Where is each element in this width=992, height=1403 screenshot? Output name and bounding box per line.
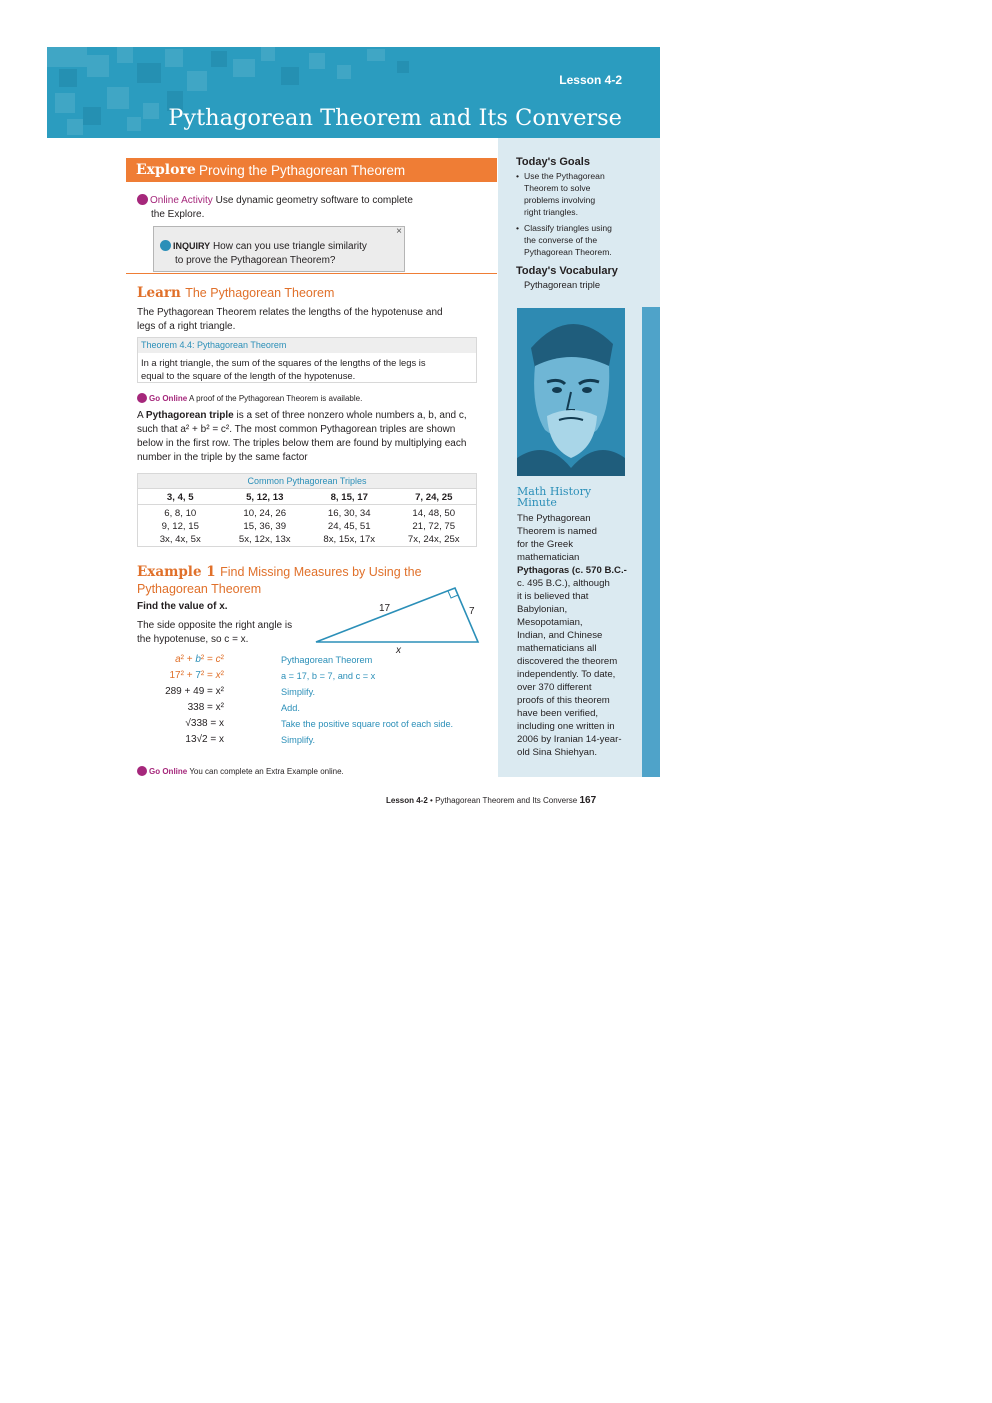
- example-prompt: Find the value of x.: [137, 601, 228, 612]
- math-history-title: Math History Minute: [517, 485, 592, 509]
- page-number: 167: [579, 795, 597, 806]
- online-activity: Online Activity Use dynamic geometry software to complete the Explore.: [137, 194, 482, 222]
- theorem-title: Theorem 4.4: Pythagorean Theorem: [141, 340, 287, 350]
- go-online-icon[interactable]: [137, 766, 147, 776]
- step-equation: 13√2 = x: [185, 734, 224, 745]
- table-header-row: 3, 4, 5 5, 12, 13 8, 15, 17 7, 24, 25: [166, 492, 453, 503]
- table-row: 3x, 4x, 5x 5x, 12x, 13x 8x, 15x, 17x 7x, 24x, 25x: [159, 534, 460, 545]
- hypotenuse-label: 17: [379, 603, 391, 614]
- explore-label: Explore: [136, 162, 196, 178]
- table-title: Common Pythagorean Triples: [247, 476, 367, 486]
- vocabulary-heading: Today's Vocabulary: [516, 265, 618, 277]
- theorem-box: [137, 337, 477, 383]
- step-reason: Simplify.: [281, 735, 316, 745]
- online-activity-icon[interactable]: [137, 194, 148, 205]
- goal-item: • Classify triangles using the converse of the Pythagorean Theorem.: [516, 223, 612, 257]
- lesson-title: Pythagorean Theorem and Its Converse: [168, 105, 622, 131]
- inquiry-box: × INQUIRY How can you use triangle similarity to prove the Pythagorean Theorem?: [153, 226, 405, 272]
- online-activity-link[interactable]: Online Activity: [150, 195, 213, 206]
- learn-intro: The Pythagorean Theorem relates the lengths of the hypotenuse and legs of a right triangle.: [137, 307, 443, 332]
- learn-heading: Learn The Pythagorean Theorem: [137, 285, 335, 301]
- step-equation: a² + b² = c²: [175, 654, 224, 665]
- go-online-proof: Go Online A proof of the Pythagorean Theorem is available.: [137, 393, 362, 403]
- leg-label: 7: [469, 606, 475, 617]
- go-online-example: Go Online You can complete an Extra Example online.: [137, 766, 344, 776]
- step-equation: √338 = x: [185, 718, 224, 729]
- vocab-pythagorean-triple: Pythagorean triple: [145, 410, 234, 421]
- go-online-link[interactable]: Go Online: [149, 767, 188, 776]
- page-footer: Lesson 4-2 • Pythagorean Theorem and Its Converse 167: [386, 795, 597, 806]
- table-row: 6, 8, 10 10, 24, 26 16, 30, 34 14, 48, 50: [164, 508, 456, 519]
- sidebar-stripe: [642, 307, 660, 777]
- step-reason: Simplify.: [281, 687, 316, 697]
- step-reason: Add.: [281, 703, 300, 713]
- example-explanation: The side opposite the right angle is the hypotenuse, so c = x.: [137, 620, 293, 645]
- close-icon[interactable]: ×: [396, 226, 402, 237]
- pythagoras-portrait: [517, 308, 625, 476]
- section-divider: [126, 273, 497, 274]
- step-reason: Take the positive square root of each side.: [281, 719, 454, 729]
- bullet-icon: •: [516, 223, 520, 233]
- step-equation: 289 + 49 = x²: [165, 686, 224, 697]
- vocabulary-term[interactable]: Pythagorean triple: [524, 279, 601, 290]
- step-reason: Pythagorean Theorem: [281, 655, 373, 665]
- go-online-link[interactable]: Go Online: [149, 394, 188, 403]
- base-label: x: [396, 645, 401, 655]
- theorem-text: In a right triangle, the sum of the squares of the lengths of the legs is equal to the square of the length of the hypotenuse.: [141, 357, 426, 381]
- goals-heading: Today's Goals: [516, 156, 590, 168]
- math-history-text: The Pythagorean Theorem is named for the Greek mathematician Pythagoras (c. 570 B.C.- c. 495 B.C.), although it is believed that Babylonian, Mesopotamian, Indian, and Chinese mathematicians all discovered the theorem independently. To date, over 370 different proofs of this theorem have been verified, including one written in 2006 by Iranian 14-year- old Sina Shiehyan.: [517, 513, 627, 758]
- right-triangle-diagram: [310, 580, 490, 655]
- lesson-number: Lesson 4-2: [559, 73, 622, 87]
- go-online-icon[interactable]: [137, 393, 147, 403]
- triple-definition: A Pythagorean triple is a set of three nonzero whole numbers a, b, and c, such that a² + b² = c². The most common Pythagorean triples are shown below in the first row. The triples below them are found by multiplying each number in the triple by the same factor: [137, 410, 467, 463]
- table-row: 9, 12, 15 15, 36, 39 24, 45, 51 21, 72, 75: [161, 521, 456, 532]
- step-equation: 17² + 7² = x²: [169, 670, 224, 681]
- goal-item: • Use the Pythagorean Theorem to solve problems involving right triangles.: [516, 171, 605, 217]
- bullet-icon: •: [516, 171, 520, 181]
- lesson-banner: [47, 47, 660, 138]
- pythagorean-triples-table: [137, 473, 477, 547]
- explore-header: [126, 158, 497, 182]
- explore-title: Proving the Pythagorean Theorem: [199, 163, 406, 178]
- step-reason: a = 17, b = 7, and c = x: [281, 671, 376, 681]
- example-heading: Example 1 Find Missing Measures by Using the Pythagorean Theorem: [137, 564, 422, 596]
- step-equation: 338 = x²: [187, 702, 224, 713]
- inquiry-icon: [160, 240, 171, 251]
